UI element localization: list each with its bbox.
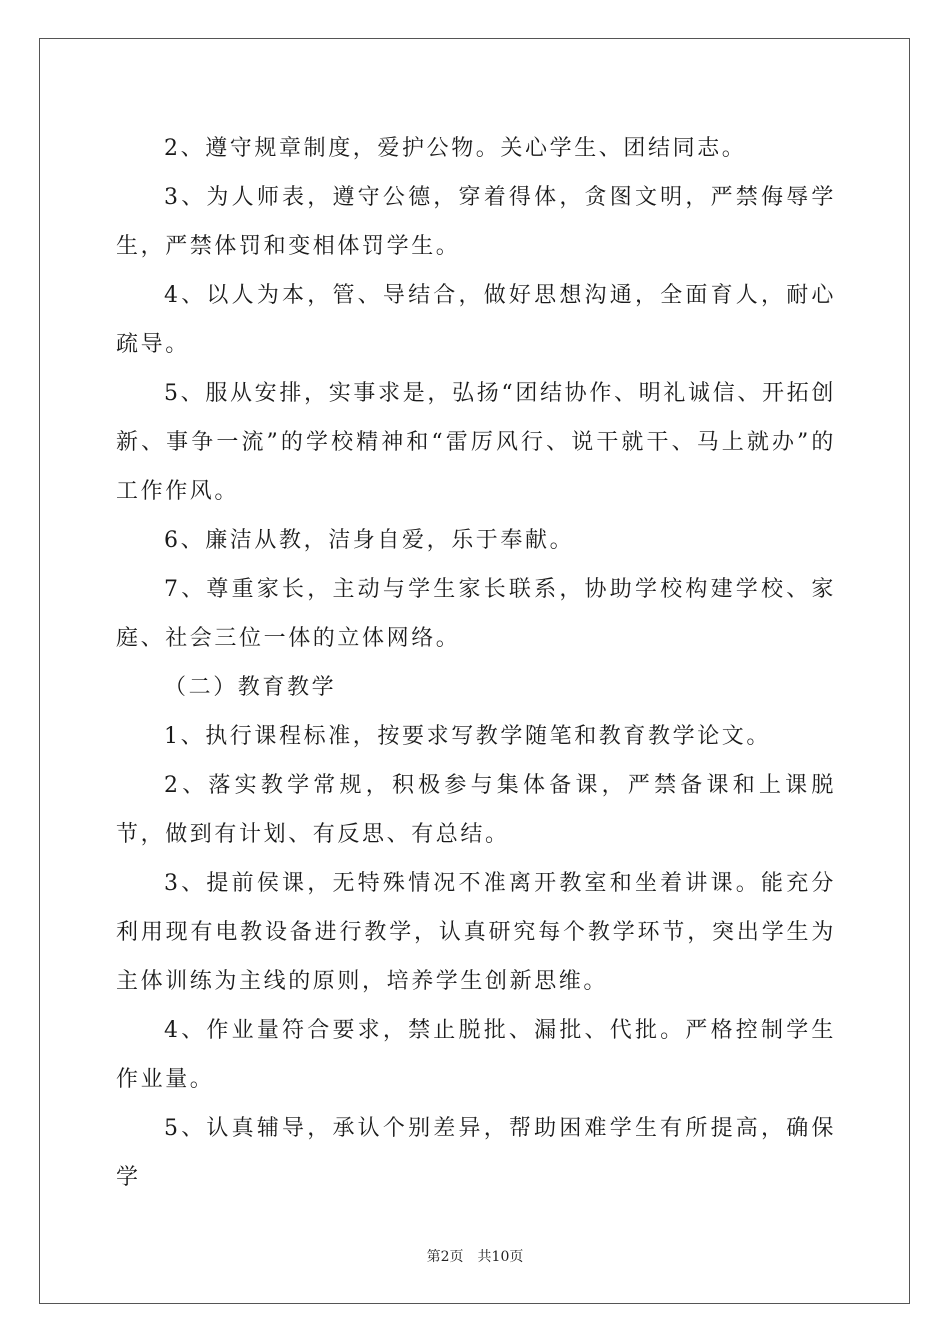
paragraph-rule-4: 4、以人为本，管、导结合，做好思想沟通，全面育人，耐心疏导。 [116, 283, 836, 357]
paragraph-teaching-3: 3、提前侯课，无特殊情况不准离开教室和坐着讲课。能充分利用现有电教设备进行教学，认真研究每个教学环节，突出学生为主体训练为主线的原则，培养学生创新思维。 [116, 871, 836, 994]
page-footer [0, 1246, 950, 1266]
paragraph-teaching-1: 1、执行课程标准，按要求写教学随笔和教育教学论文。 [164, 724, 771, 749]
page-total: 共10页 [477, 1249, 524, 1265]
paragraph-teaching-4: 4、作业量符合要求，禁止脱批、漏批、代批。严格控制学生作业量。 [116, 1018, 836, 1092]
paragraph-rule-3: 3、为人师表，遵守公德，穿着得体，贪图文明，严禁侮辱学生，严禁体罚和变相体罚学生。 [116, 185, 836, 259]
page-number: 第2页 [426, 1249, 464, 1265]
section-heading-teaching: （二）教育教学 [164, 675, 337, 700]
paragraph-rule-5: 5、服从安排，实事求是，弘扬“团结协作、明礼诚信、开拓创新、事争一流”的学校精神和“雷厉风行、说干就干、马上就办”的工作作风。 [116, 381, 836, 504]
paragraph-teaching-2: 2、落实教学常规，积极参与集体备课，严禁备课和上课脱节，做到有计划、有反思、有总结。 [116, 773, 836, 847]
document-body [116, 124, 836, 1202]
paragraph-rule-2: 2、遵守规章制度，爱护公物。关心学生、团结同志。 [164, 136, 747, 161]
paragraph-rule-6: 6、廉洁从教，洁身自爱，乐于奉献。 [164, 528, 575, 553]
paragraph-teaching-5: 5、认真辅导，承认个别差异，帮助困难学生有所提高，确保学 [116, 1116, 836, 1190]
paragraph-rule-7: 7、尊重家长，主动与学生家长联系，协助学校构建学校、家庭、社会三位一体的立体网络。 [116, 577, 836, 651]
